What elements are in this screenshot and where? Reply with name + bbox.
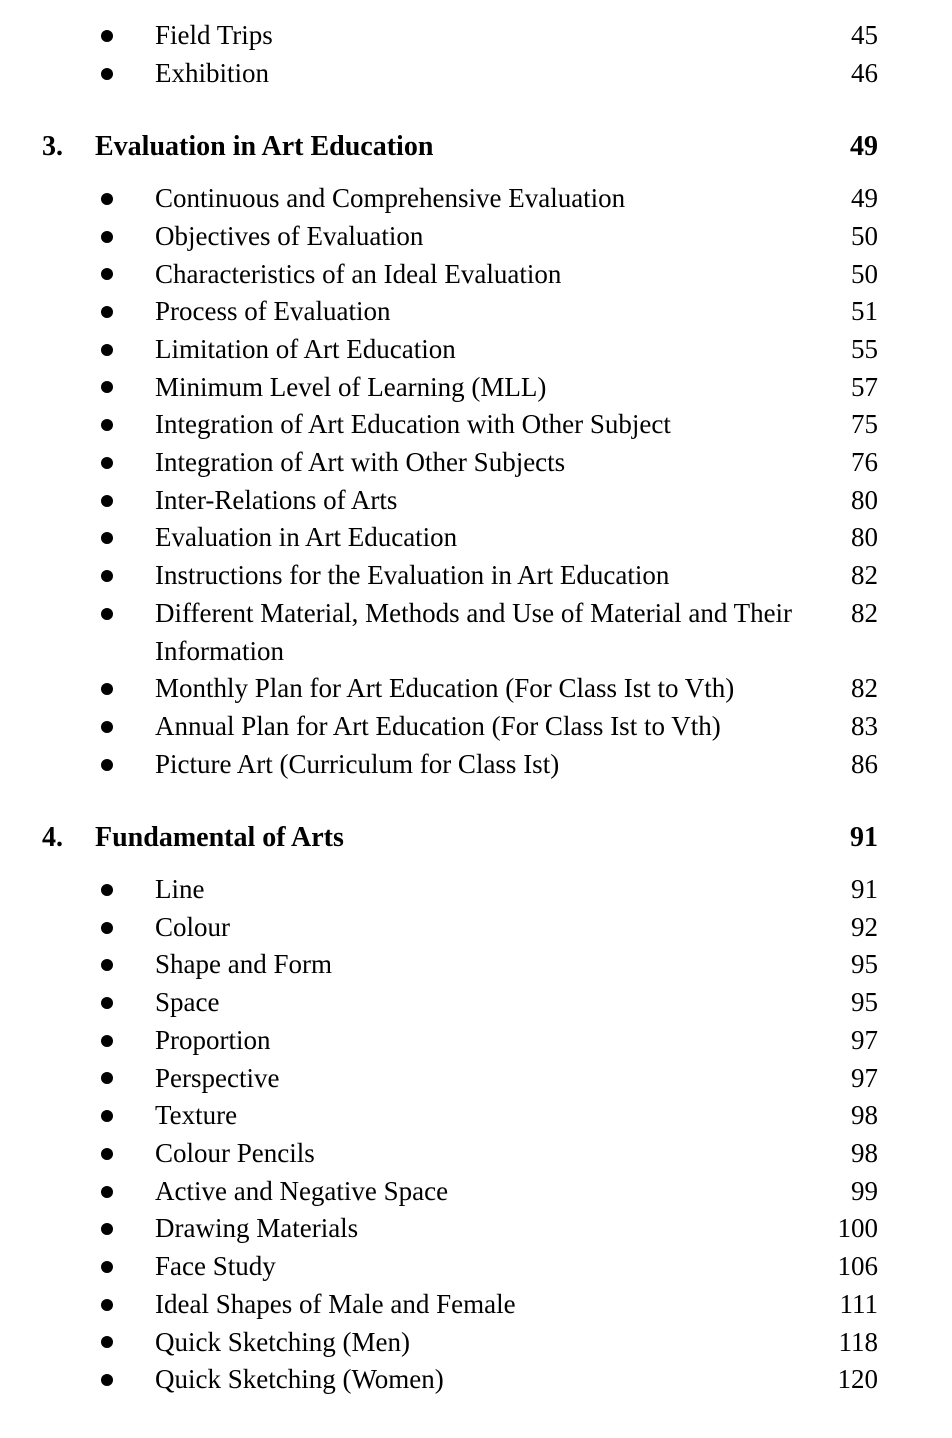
toc-item-row [0,595,878,670]
bullet-icon [101,1336,113,1348]
bullet-cell [97,946,155,984]
toc-item-label: Objectives of Evaluation [155,220,424,251]
toc-item-row [0,1324,878,1362]
bullet-cell [97,519,155,557]
toc-item-row [0,55,878,93]
toc-item-page-number: 99 [851,1175,878,1206]
toc-item-page-number: 55 [851,333,878,364]
toc-item-label: Face Study [155,1251,276,1282]
bullet-icon [101,608,113,620]
bullet-cell [97,595,155,633]
toc-item-page-number: 97 [851,1062,878,1093]
toc-section-number: 4. [42,822,63,854]
bullet-cell [97,871,155,909]
toc-item-page-number: 82 [851,673,878,704]
bullet-icon [101,532,113,544]
bullet-icon [101,1148,113,1160]
bullet-icon [101,1223,113,1235]
bullet-icon [101,922,113,934]
bullet-cell [97,256,155,294]
toc-section-row [0,128,878,166]
toc-item-row [0,293,878,331]
bullet-cell [97,180,155,218]
toc-item-page-number: 51 [851,296,878,327]
bullet-cell [97,369,155,407]
toc-item-row [0,1097,878,1135]
toc-item-page-number: 100 [837,1213,878,1244]
toc-item-page-number: 50 [851,258,878,289]
bullet-cell [97,331,155,369]
toc-item-label: Texture [155,1100,238,1131]
toc-item-label: Instructions for the Evaluation in Art Education [155,560,670,591]
toc-item-label: Integration of Art Education with Other Subject [155,409,671,440]
toc-item-label: Colour [155,911,231,942]
toc-item-label: Process of Evaluation [155,296,391,327]
bullet-cell [97,1060,155,1098]
bullet-icon [101,1299,113,1311]
bullet-cell [97,406,155,444]
toc-item-label: Different Material, Methods and Use of Material and Their Information [155,597,793,666]
bullet-cell [97,55,155,93]
toc-item-label: Evaluation in Art Education [155,522,458,553]
toc-section-row [0,819,878,857]
toc-item-page-number: 120 [837,1364,878,1395]
toc-item-page-number: 91 [851,874,878,905]
toc-item-label: Annual Plan for Art Education (For Class Ist to Vth) [155,710,721,741]
toc-item-page-number: 92 [851,911,878,942]
toc-section-page-number: 49 [850,131,878,163]
toc-item-row [0,17,878,55]
toc-item-page-number: 118 [838,1326,878,1357]
toc-item-label: Picture Art (Curriculum for Class Ist) [155,748,560,779]
bullet-icon [101,1072,113,1084]
toc-item-page-number: 97 [851,1024,878,1055]
toc-item-row [0,180,878,218]
bullet-cell [97,746,155,784]
bullet-icon [101,1035,113,1047]
bullet-cell [97,482,155,520]
toc-item-page-number: 95 [851,987,878,1018]
bullet-icon [101,759,113,771]
toc-item-row [0,369,878,407]
toc-section-page-number: 91 [850,822,878,854]
bullet-icon [101,1374,113,1386]
toc-item-page-number: 83 [851,710,878,741]
toc-item-row [0,670,878,708]
toc-item-page-number: 57 [851,371,878,402]
toc-item-label: Space [155,987,220,1018]
toc-item-label: Quick Sketching (Women) [155,1364,444,1395]
toc-item-label: Ideal Shapes of Male and Female [155,1288,516,1319]
toc-item-label: Field Trips [155,20,273,50]
bullet-icon [101,231,113,243]
bullet-icon [101,884,113,896]
toc-item-label: Monthly Plan for Art Education (For Class Ist to Vth) [155,673,735,704]
bullet-cell [97,1022,155,1060]
toc-item-label: Minimum Level of Learning (MLL) [155,371,547,402]
toc-item-page-number: 111 [839,1288,878,1319]
toc-item-row [0,331,878,369]
toc-item-page-number: 80 [851,522,878,553]
bullet-cell [97,1135,155,1173]
toc-item-label: Integration of Art with Other Subjects [155,447,566,478]
bullet-icon [101,419,113,431]
toc-item-row [0,218,878,256]
toc-item-row [0,946,878,984]
bullet-cell [97,1248,155,1286]
toc-item-page-number: 50 [851,220,878,251]
toc-item-label: Continuous and Comprehensive Evaluation [155,183,626,214]
toc-item-page-number: 76 [851,447,878,478]
bullet-icon [101,1186,113,1198]
toc-item-row [0,1060,878,1098]
toc-item-label: Line [155,874,205,905]
toc-item-page-number: 46 [851,57,878,88]
toc-item-row [0,1210,878,1248]
bullet-icon [101,495,113,507]
toc-item-label: Exhibition [155,57,269,88]
bullet-icon [101,381,113,393]
bullet-icon [101,1261,113,1273]
bullet-icon [101,344,113,356]
toc-item-page-number: 82 [851,560,878,591]
toc-item-label: Perspective [155,1062,280,1093]
bullet-cell [97,1324,155,1362]
toc-item-label: Colour Pencils [155,1137,315,1168]
bullet-icon [101,683,113,695]
bullet-cell [97,909,155,947]
toc-item-label: Characteristics of an Ideal Evaluation [155,258,562,289]
toc-item-row [0,871,878,909]
bullet-cell [97,1097,155,1135]
toc-item-row [0,1286,878,1324]
toc-item-label: Shape and Form [155,949,332,980]
bullet-cell [97,1361,155,1399]
bullet-cell [97,444,155,482]
bullet-icon [101,457,113,469]
bullet-icon [101,1110,113,1122]
toc-item-page-number: 98 [851,1100,878,1131]
toc-item-page-number: 98 [851,1137,878,1168]
bullet-cell [97,1210,155,1248]
bullet-cell [97,1286,155,1324]
toc-item-label: Inter-Relations of Arts [155,484,398,515]
bullet-cell [97,670,155,708]
toc-section-number: 3. [42,131,63,163]
bullet-icon [101,268,113,280]
toc-item-page-number: 106 [837,1251,878,1282]
toc-item-page-number: 82 [851,597,878,628]
toc-section-title: Evaluation in Art Education [95,131,434,163]
toc-item-row [0,1135,878,1173]
bullet-icon [101,30,113,42]
toc-item-page-number: 86 [851,748,878,779]
bullet-cell [97,293,155,331]
toc-item-row [0,557,878,595]
toc-item-label: Active and Negative Space [155,1175,449,1206]
bullet-icon [101,721,113,733]
toc-item-page-number: 75 [851,409,878,440]
toc-item-page-number: 45 [851,20,878,50]
toc-item-row [0,256,878,294]
toc-item-row [0,519,878,557]
bullet-cell [97,557,155,595]
toc-item-page-number: 80 [851,484,878,515]
toc-item-row [0,1248,878,1286]
bullet-cell [97,218,155,256]
bullet-cell [97,984,155,1022]
toc-item-row [0,984,878,1022]
toc-item-row [0,1361,878,1399]
toc-item-row [0,482,878,520]
toc-item-row [0,708,878,746]
toc-item-page-number: 49 [851,183,878,214]
bullet-icon [101,68,113,80]
toc-section-title: Fundamental of Arts [95,822,344,854]
toc-item-row [0,1173,878,1211]
bullet-icon [101,193,113,205]
toc-item-row [0,444,878,482]
toc-item-row [0,909,878,947]
bullet-cell [97,17,155,55]
toc-item-label: Drawing Materials [155,1213,359,1244]
bullet-icon [101,959,113,971]
bullet-cell [97,1173,155,1211]
bullet-cell [97,708,155,746]
toc-item-label: Quick Sketching (Men) [155,1326,410,1357]
toc-item-row [0,746,878,784]
bullet-icon [101,997,113,1009]
bullet-icon [101,306,113,318]
toc-item-page-number: 95 [851,949,878,980]
bullet-icon [101,570,113,582]
toc-item-row [0,1022,878,1060]
toc-item-label: Proportion [155,1024,271,1055]
toc-item-label: Limitation of Art Education [155,333,456,364]
toc-item-row [0,406,878,444]
